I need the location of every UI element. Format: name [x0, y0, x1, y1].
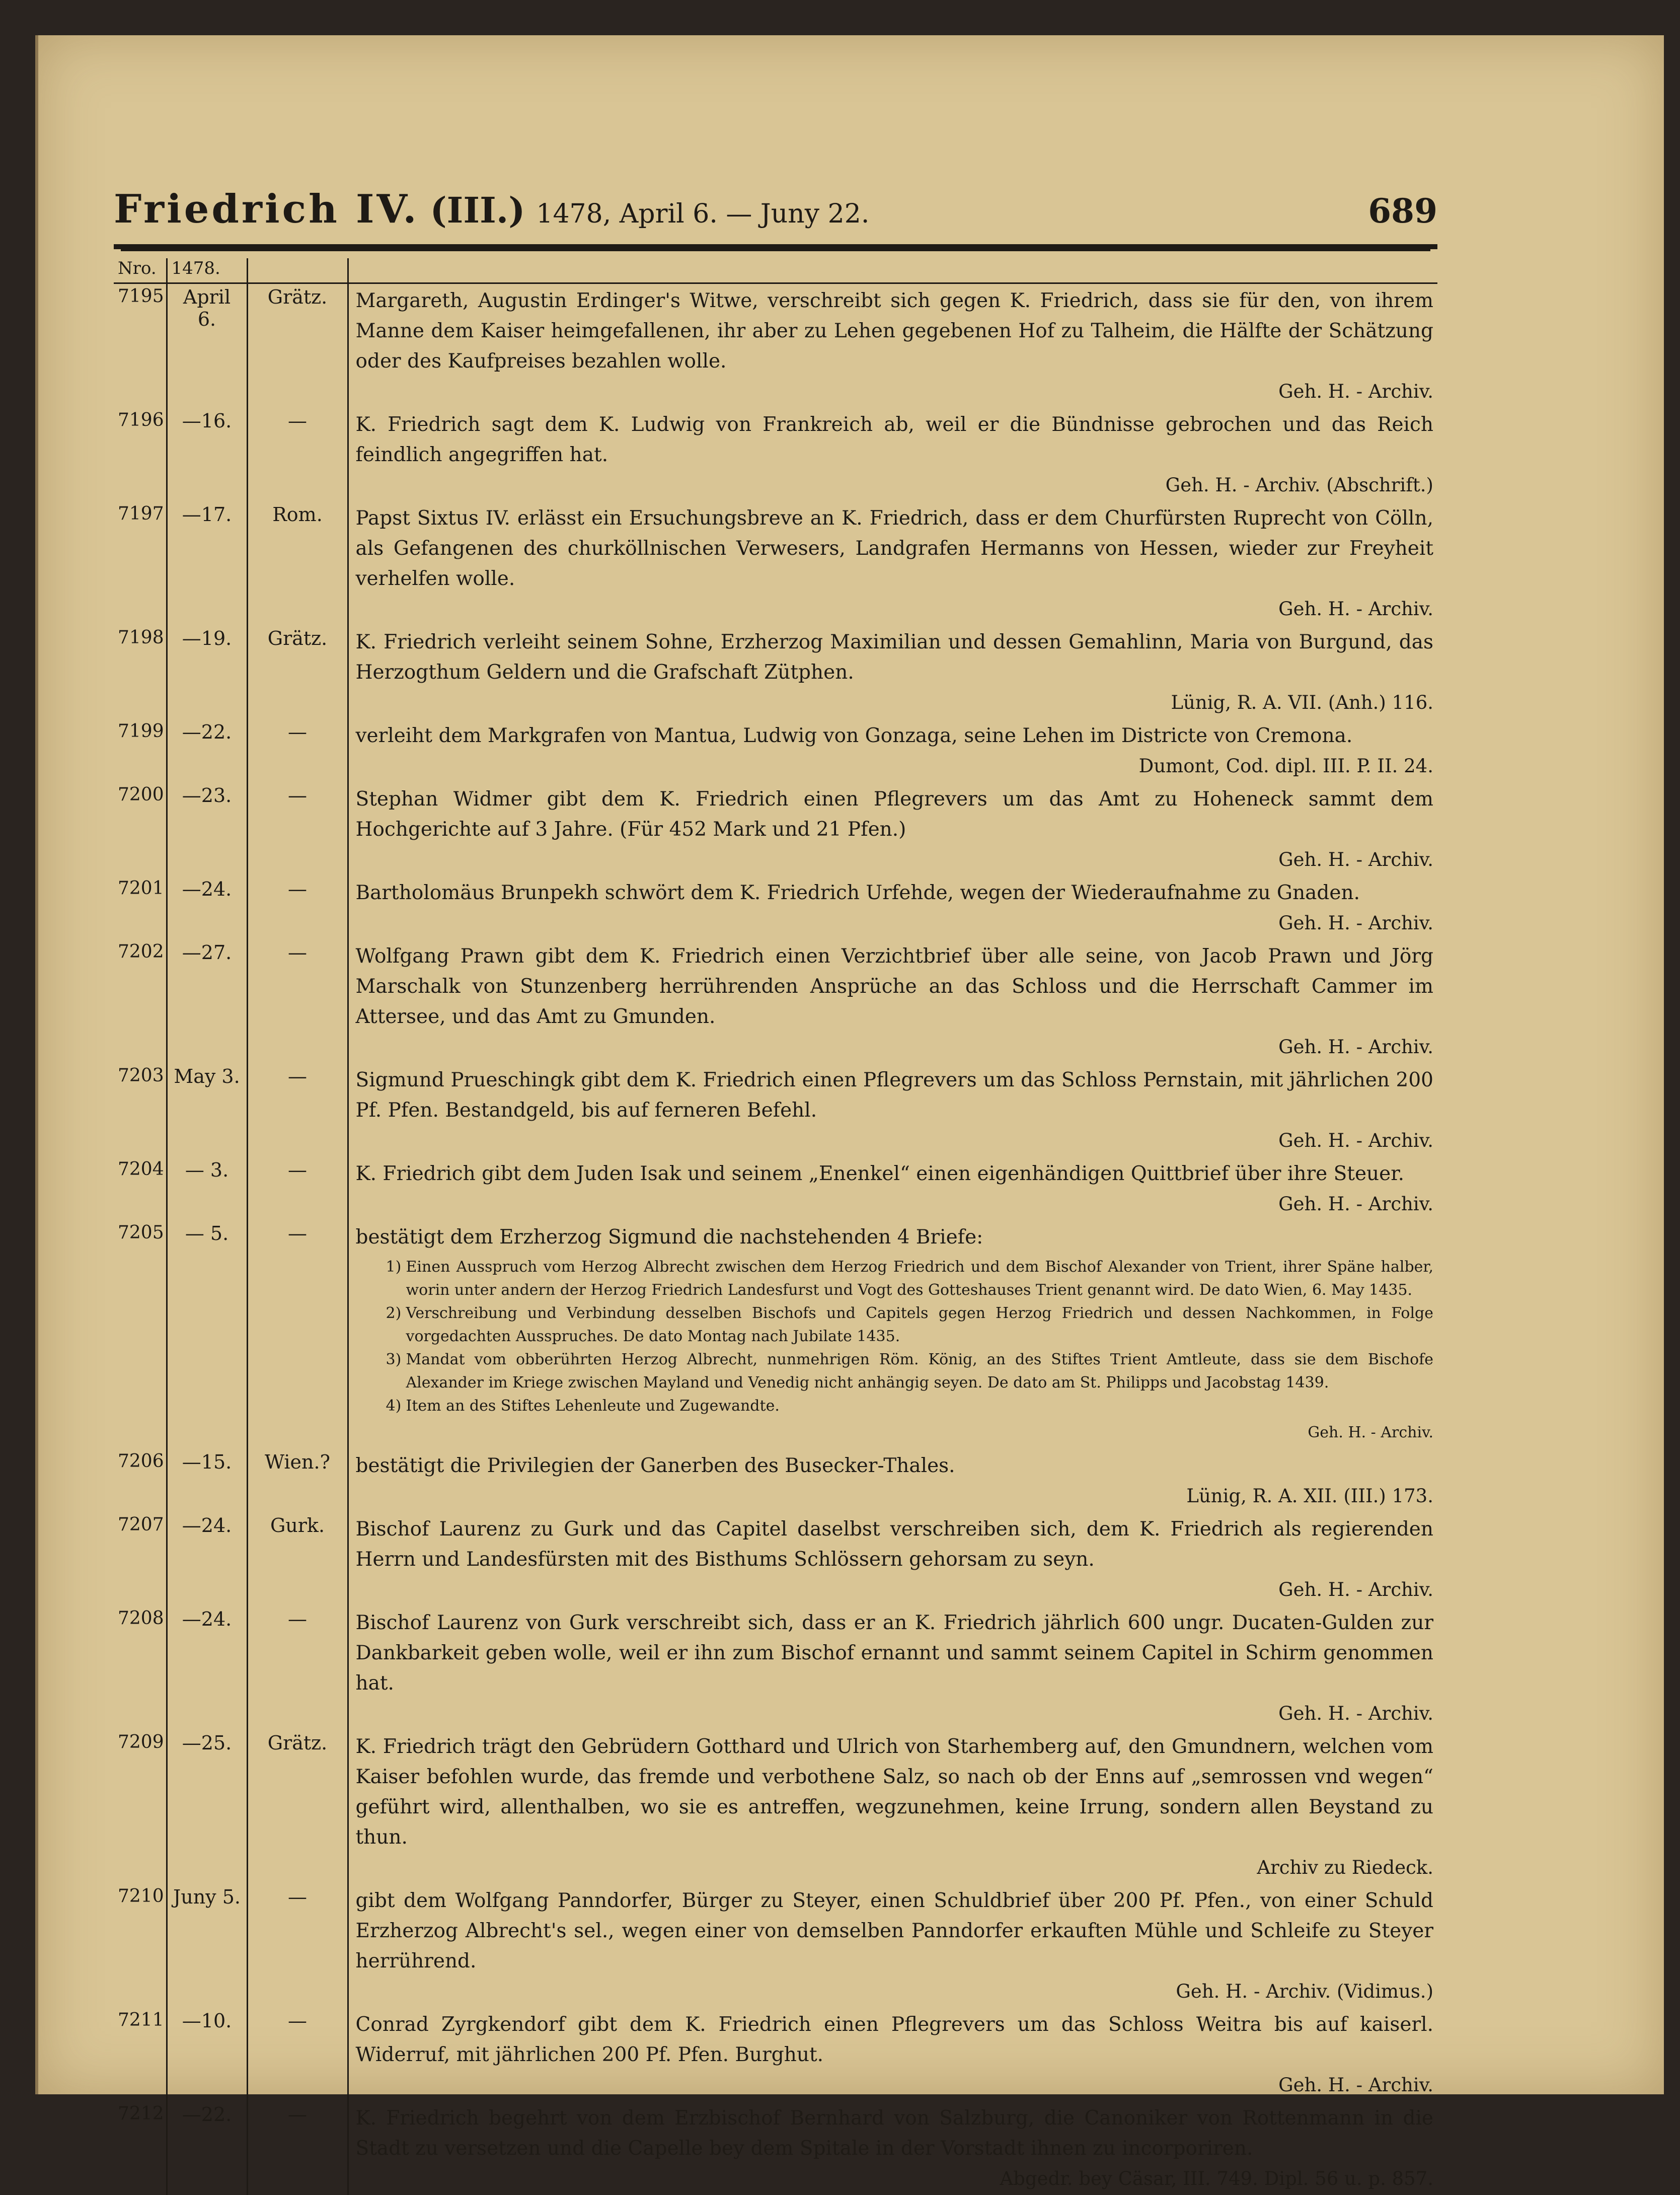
entry-number: 7200 — [114, 782, 167, 876]
entry-date: —24. — [167, 1606, 247, 1730]
entry-text: K. Friedrich sagt dem K. Ludwig von Frankreich ab, weil er die Bündnisse gebrochen und das Reich feindlich angegriffen hat. — [356, 413, 1434, 466]
entry-cell — [348, 782, 1437, 876]
entry-text: Bartholomäus Brunpekh schwört dem K. Friedrich Urfehde, wegen der Wiederaufnahme zu Gnaden. — [356, 882, 1360, 904]
entry-source: Geh. H. - Archiv. — [356, 2070, 1434, 2100]
entry-place: — — [247, 1063, 348, 1157]
list-item-text: Item an des Stiftes Lehenleute und Zugewandte. — [406, 1397, 780, 1415]
entry-source: Geh. H. - Archiv. — [356, 908, 1434, 938]
entry-number: 7207 — [114, 1512, 167, 1606]
column-header-year: 1478. — [167, 258, 247, 283]
entry-place: — — [247, 2101, 348, 2195]
entry-number: 7196 — [114, 408, 167, 501]
entry-number: 7199 — [114, 719, 167, 782]
list-item-number: 1) — [386, 1256, 406, 1279]
table-row — [114, 1512, 1437, 1606]
entry-place: — — [247, 2008, 348, 2101]
entry-cell — [348, 408, 1437, 501]
entry-cell — [348, 501, 1437, 625]
entry-date: April 6. — [167, 283, 247, 408]
entry-text: Sigmund Prueschingk gibt dem K. Friedrich einen Pflegrevers um das Schloss Pernstain, mit jährlichen 200 Pf. Pfen. Bestandgeld, bis auf ferneren Befehl. — [356, 1069, 1434, 1122]
entry-place: Grätz. — [247, 625, 348, 719]
entry-date: Juny 5. — [167, 1884, 247, 2008]
table-row — [114, 1884, 1437, 2008]
list-item-text: Mandat vom obberührten Herzog Albrecht, nunmehrigen Röm. König, an des Stiftes Trient Amtleute, dass sie dem Bischofe Alexander im Kriege zwischen Mayland und Venedig nicht anhängig seyen. De dato am St. Philipps und Jacobstag 1439. — [406, 1351, 1434, 1392]
column-header-text — [348, 258, 1437, 283]
entry-place: — — [247, 876, 348, 939]
header-title: Friedrich IV. — [114, 186, 419, 232]
entry-place: Wien.? — [247, 1449, 348, 1512]
entry-date: —24. — [167, 876, 247, 939]
header-dates: 1478, April 6. — Juny 22. — [536, 199, 869, 229]
entry-source: Geh. H. - Archiv. — [356, 594, 1434, 624]
entry-date: —15. — [167, 1449, 247, 1512]
entry-place: — — [247, 719, 348, 782]
entry-date: —27. — [167, 939, 247, 1063]
entry-cell — [348, 1220, 1437, 1449]
page-content — [114, 186, 1437, 2195]
entry-date: May 3. — [167, 1063, 247, 1157]
list-item-text: Verschreibung und Verbindung desselben Bischofs und Capitels gegen Herzog Friedrich und dessen Nachkommen, in Folge vorgedachten Ausspruches. De dato Montag nach Jubilate 1435. — [406, 1304, 1434, 1345]
entry-text: Papst Sixtus IV. erlässt ein Ersuchungsbreve an K. Friedrich, dass er dem Churfürsten Ruprecht von Cölln, als Gefangenen des churköllnischen Verwesers, Landgrafen Hermanns von Hessen, wieder zur Freyheit verhelfen wolle. — [356, 507, 1434, 590]
list-item-number: 3) — [386, 1348, 406, 1371]
entry-text: Bischof Laurenz von Gurk verschreibt sich, dass er an K. Friedrich jährlich 600 ungr. Ducaten-Gulden zur Dankbarkeit geben wolle, weil er ihn zum Bischof ernannt und sammt seinem Capitel in Schirm genommen hat. — [356, 1612, 1434, 1695]
entry-text: Margareth, Augustin Erdinger's Witwe, verschreibt sich gegen K. Friedrich, dass sie für den, von ihrem Manne dem Kaiser heimgefallenen, ihr aber zu Lehen gegebenen Hof zu Talheim, die Hälfte der Schätzung oder des Kaufpreises bezahlen wolle. — [356, 289, 1434, 373]
table-row — [114, 1730, 1437, 1884]
entry-date: — 3. — [167, 1157, 247, 1220]
enclosure-list — [356, 1256, 1434, 1418]
entry-cell — [348, 1449, 1437, 1512]
entry-source: Geh. H. - Archiv. — [356, 1418, 1434, 1448]
column-header-nr: Nro. — [114, 258, 167, 283]
table-row — [114, 625, 1437, 719]
entry-date: —24. — [167, 1512, 247, 1606]
entry-place: — — [247, 1606, 348, 1730]
entry-place: — — [247, 939, 348, 1063]
entry-source: Geh. H. - Archiv. — [356, 1699, 1434, 1729]
entry-cell — [348, 1606, 1437, 1730]
entry-number: 7195 — [114, 283, 167, 408]
entry-text: Stephan Widmer gibt dem K. Friedrich einen Pflegrevers um das Amt zu Hoheneck sammt dem Hochgerichte auf 3 Jahre. (Für 452 Mark und 21 Pfen.) — [356, 788, 1434, 841]
table-row — [114, 501, 1437, 625]
list-item-text: Einen Ausspruch vom Herzog Albrecht zwischen dem Herzog Friedrich und dem Bischof Alexander von Trient, ihrer Späne halber, worin unter andern der Herzog Friedrich Landesfurst und Vogt des Gotteshauses Trient genannt wird. De dato Wien, 6. May 1435. — [406, 1258, 1434, 1299]
entry-source: Geh. H. - Archiv. — [356, 1189, 1434, 1219]
entry-source: Geh. H. - Archiv. — [356, 1032, 1434, 1062]
entry-cell — [348, 876, 1437, 939]
entry-text: gibt dem Wolfgang Panndorfer, Bürger zu Steyer, einen Schuldbrief über 200 Pf. Pfen., von einer Schuld Erzherzog Albrecht's sel., wegen einer von demselben Panndorfer erkauften Mühle und Schleife zu Steyer herrührend. — [356, 1889, 1434, 1972]
entry-place: Rom. — [247, 501, 348, 625]
entry-text: K. Friedrich trägt den Gebrüdern Gotthard und Ulrich von Starhemberg auf, den Gmundnern, welchen vom Kaiser befohlen wurde, das fremde und verbothene Salz, so nach ob der Enns auf „semrossen vnd wegen“ geführt wird, allenthalben, wo sie es antreffen, wegzunehmen, keine Irrung, sondern allen Beystand zu thun. — [356, 1735, 1434, 1849]
entry-text: verleiht dem Markgrafen von Mantua, Ludwig von Gonzaga, seine Lehen im Districte von Cremona. — [356, 724, 1353, 747]
entry-place: Grätz. — [247, 283, 348, 408]
entry-number: 7202 — [114, 939, 167, 1063]
table-row — [114, 1157, 1437, 1220]
entry-number: 7211 — [114, 2008, 167, 2101]
list-item — [386, 1395, 1434, 1418]
entry-number: 7197 — [114, 501, 167, 625]
entry-source: Geh. H. - Archiv. (Abschrift.) — [356, 470, 1434, 500]
entry-place: — — [247, 1220, 348, 1449]
list-item-number: 4) — [386, 1395, 406, 1418]
list-item — [386, 1256, 1434, 1302]
entry-text: Wolfgang Prawn gibt dem K. Friedrich einen Verzichtbrief über alle seine, von Jacob Prawn und Jörg Marschalk von Stunzenberg herrührenden Ansprüche an das Schloss und die Herrschaft Cammer im Attersee, und das Amt zu Gmunden. — [356, 945, 1434, 1028]
entry-text: bestätigt dem Erzherzog Sigmund die nachstehenden 4 Briefe: — [356, 1226, 983, 1249]
entry-place: Grätz. — [247, 1730, 348, 1884]
entry-source: Abgedr. bey Cäsar, III. 749. Dipl. 56 u. p. 857. — [356, 2164, 1434, 2194]
entry-source: Geh. H. - Archiv. (Vidimus.) — [356, 1977, 1434, 2007]
entry-cell — [348, 625, 1437, 719]
entry-text: K. Friedrich begehrt von dem Erzbischof Bernhard von Salzburg, die Canoniker von Rottenmann in die Stadt zu versetzen und die Capelle bey dem Spitale in der Vorstadt ihnen zu incorporiren. — [356, 2107, 1434, 2160]
entry-place: — — [247, 1157, 348, 1220]
entry-cell — [348, 719, 1437, 782]
entry-date: —25. — [167, 1730, 247, 1884]
entry-source: Geh. H. - Archiv. — [356, 845, 1434, 875]
table-header-row — [114, 258, 1437, 283]
running-header — [114, 186, 1437, 249]
page-number: 689 — [1368, 191, 1437, 231]
entry-text: K. Friedrich verleiht seinem Sohne, Erzherzog Maximilian und dessen Gemahlinn, Maria von Burgund, das Herzogthum Geldern und die Grafschaft Zütphen. — [356, 631, 1434, 684]
entry-place: — — [247, 782, 348, 876]
table-row — [114, 283, 1437, 408]
entry-number: 7210 — [114, 1884, 167, 2008]
entry-place: — — [247, 408, 348, 501]
entry-date: —17. — [167, 501, 247, 625]
entry-cell — [348, 2101, 1437, 2195]
book-page — [35, 35, 1664, 2094]
entry-cell — [348, 1063, 1437, 1157]
entry-source: Geh. H. - Archiv. — [356, 377, 1434, 407]
list-item-number: 2) — [386, 1302, 406, 1325]
entry-text: Conrad Zyrgkendorf gibt dem K. Friedrich einen Pflegrevers um das Schloss Weitra bis auf kaiserl. Widerruf, mit jährlichen 200 Pf. Pfen. Burghut. — [356, 2013, 1434, 2066]
entry-date: —16. — [167, 408, 247, 501]
entries-body — [114, 283, 1437, 2195]
table-row — [114, 408, 1437, 501]
entry-date: —23. — [167, 782, 247, 876]
entry-date: —22. — [167, 2101, 247, 2195]
table-row — [114, 1449, 1437, 1512]
entry-number: 7208 — [114, 1606, 167, 1730]
entry-source: Lünig, R. A. VII. (Anh.) 116. — [356, 688, 1434, 718]
table-row — [114, 1606, 1437, 1730]
table-row — [114, 782, 1437, 876]
regesta-table — [114, 258, 1437, 2195]
entry-cell — [348, 1157, 1437, 1220]
entry-source: Lünig, R. A. XII. (III.) 173. — [356, 1481, 1434, 1511]
entry-number: 7206 — [114, 1449, 167, 1512]
entry-number: 7204 — [114, 1157, 167, 1220]
entry-cell — [348, 1884, 1437, 2008]
entry-number: 7205 — [114, 1220, 167, 1449]
entry-date: —10. — [167, 2008, 247, 2101]
entry-cell — [348, 939, 1437, 1063]
entry-date: —19. — [167, 625, 247, 719]
entry-number: 7212 — [114, 2101, 167, 2195]
entry-cell — [348, 1512, 1437, 1606]
entry-number: 7201 — [114, 876, 167, 939]
table-row — [114, 719, 1437, 782]
entry-place: — — [247, 1884, 348, 2008]
table-row — [114, 1063, 1437, 1157]
list-item — [386, 1302, 1434, 1348]
entry-text: bestätigt die Privilegien der Ganerben des Busecker-Thales. — [356, 1454, 955, 1477]
entry-cell — [348, 2008, 1437, 2101]
entry-date: —22. — [167, 719, 247, 782]
entry-source: Archiv zu Riedeck. — [356, 1853, 1434, 1883]
table-row — [114, 876, 1437, 939]
header-reign: (III.) — [430, 189, 525, 231]
list-item — [386, 1348, 1434, 1395]
entry-cell — [348, 1730, 1437, 1884]
entry-cell — [348, 283, 1437, 408]
entry-number: 7209 — [114, 1730, 167, 1884]
entry-number: 7198 — [114, 625, 167, 719]
entry-source: Geh. H. - Archiv. — [356, 1575, 1434, 1605]
table-row — [114, 939, 1437, 1063]
entry-text: K. Friedrich gibt dem Juden Isak und seinem „Enenkel“ einen eigenhändigen Quittbrief über ihre Steuer. — [356, 1162, 1405, 1185]
entry-source: Dumont, Cod. dipl. III. P. II. 24. — [356, 751, 1434, 781]
column-header-place — [247, 258, 348, 283]
table-row — [114, 1220, 1437, 1449]
entry-number: 7203 — [114, 1063, 167, 1157]
table-row — [114, 2008, 1437, 2101]
table-row — [114, 2101, 1437, 2195]
entry-place: Gurk. — [247, 1512, 348, 1606]
entry-text: Bischof Laurenz zu Gurk und das Capitel daselbst verschreiben sich, dem K. Friedrich als regierenden Herrn und Landesfürsten mit des Bisthums Schlössern gehorsam zu seyn. — [356, 1518, 1434, 1571]
entry-date: — 5. — [167, 1220, 247, 1449]
entry-source: Geh. H. - Archiv. — [356, 1126, 1434, 1156]
